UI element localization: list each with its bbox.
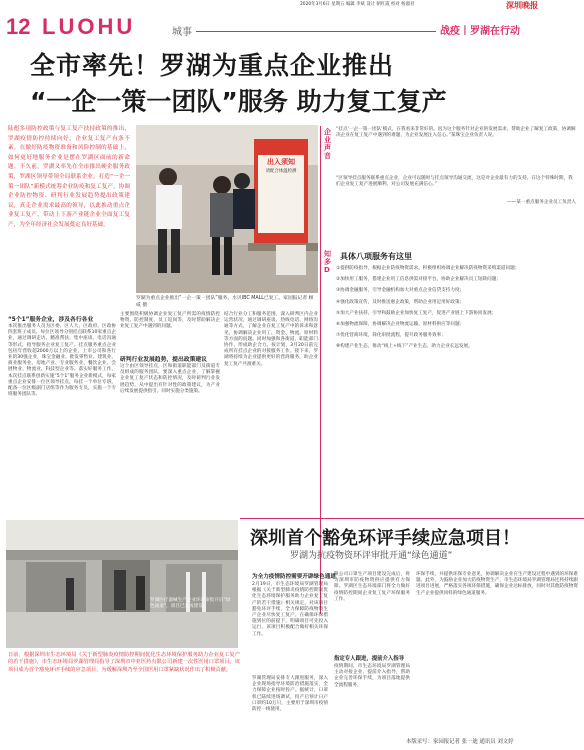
- section-cn: 城事: [172, 27, 192, 38]
- headline-line1: 全市率先！罗湖为重点企业推出: [30, 51, 395, 80]
- date-line: 2020年3月6日 星期五 编辑 李斌 设计 朝红霞 校对 杨淑君: [300, 2, 415, 7]
- measures-title: 具体八项服务有这里: [340, 252, 412, 261]
- story2-lead: 日前，根据深圳市生态环境局《关于新型肺炎疫情防控期间优化生态环境保护服务助力企业复工复产的若干措施》，市生态环境局罗湖管理局指导了深圳市中亚医药有限公司新建一次性医用口罩项目，该项目成为首个豁免环评手续的应急项目，为缓解深圳乃至全国医用口罩紧缺状况作出了积极贡献。: [8, 652, 240, 673]
- lead-paragraph: 陆彪多项防控政策与复工复产扶持政策的推出，罗湖疫情防控持续向好，企业复工复产有条不紊。在做好防疫物资准备和风险控制的基础上，如何更好地服务企业是摆在罗湖区面前的新命题。不久前，罗湖又率先在全市推出硬企服务政策，罗湖区领导带领全局联系企业，打造“一企一策一团队”新模式统筹企业防疫和复工复产，协调企业防控物资、研判行业发展趋势提出政策建议，真走企业需求最高的领导，以此推动重点企业复工复产，带动上下游产业链企业全面复工复产，为全年经济社会发展奠定良好基础。: [8, 126, 130, 228]
- banner-rule-top: [240, 518, 584, 519]
- measure-item-3: ③协调金融服务，引导金融机构加大对重点企业信贷支持力度；: [336, 288, 465, 294]
- section1-title: “5个1”服务企业，涉及各行各业: [8, 317, 94, 323]
- measures-list: [336, 266, 576, 351]
- section2-title: 研判行业发展趋势，提出政策建议: [120, 357, 207, 363]
- photo2-caption: 罗湖医疗器械生产企业环评审批开启“绿色通道”，项目已完成建设。: [150, 598, 231, 610]
- story2-col3a: 限公司口罩生产项目建设完成后，将为深圳市防疫物资供应提供有力保障。罗湖区生态环境部门将全力做好疫情防控期间企业复工复产环保服务工作。: [334, 572, 410, 602]
- banner-subtitle: 罗湖为抗疫物资环评审批开通“绿色通道”: [290, 551, 453, 561]
- header-rule: [196, 31, 436, 32]
- measure-item-6: ⑥加强物流保障，协调解决企业物流运输、原材料供应等问题；: [336, 322, 465, 328]
- quote-1: “挂点‘一企一策一团队’模式，在我看来非常好的。因为这个服务针对企业的发展需求，帮助企业了解复工政策，协调解决企业在复工复产中遇到的难题，为企业发展注入信心。”某珠宝企业负责人说。: [336, 127, 576, 139]
- measure-item-4: ④强化政策宣传，及时推送惠企政策，帮助企业用足用好政策；: [336, 299, 465, 305]
- brand-logo: 深圳晚报: [506, 1, 538, 10]
- photo1-caption: 罗湖为重点企业推出“一企一策一团队”服务。水贝IBC MALL已复工。家园报记者 顾威 摄: [136, 296, 314, 308]
- story2-h1: 为全力疫情防控需要开辟绿色通道: [252, 574, 336, 580]
- section-en: LUOHU: [42, 14, 136, 39]
- measure-item-1: ①提供防疫指导，根据企业防疫物资需求，积极组织协调企业解决防疫物资采购渠道问题；: [336, 266, 520, 271]
- photo-checkpoint: [136, 125, 318, 293]
- section1-text: 本次推出服务人员为区委、区人大、区政府、区政协四套班子成员，每位区领导分别挂点联系10家重点企业，通过调研走访、精准帮扶、集中座谈、电话沟通等形式，指导服务企业复工复产。挂点服务重点企业包括年营收超2000万以上的企业，上市公司和各行业的30强企业，珠宝金融业、批发零售业、建筑业、商业服务业、房地产业、专业服务业、餐饮企业、会展物业、物流业、科技型企业等。落实好服务工作，本次挂点联系创新实施“5个1”服务企业新模式，每家重点企业安排一位区领导挂点，每挂一个单位专班，配备一位区级副门店组等作为服务专员，实施一个专班服务团队等。: [8, 324, 116, 398]
- section3-text: 结合行业分工和服务范围，深入研判区内企业运营状况，通过调研座谈、热线电话、网络沟通等方式，了解企业在复工复产中的诉求和意见，协调解决企业用工、资金、物流、原材料等方面的问题。同时加强和各街道、职能部门协作，形成助企合力。按计划，3月20日前完成所有挂点企业的对接服务工作。接下来，罗湖将持续为企业提供更好的营商服务，助企业复工复产共渡难关。: [224, 312, 318, 367]
- story2-col4: 环保手续，并提供环保专业意见，协调解决企业在生产建设过程中遇到的环保难题。此外，为鼓励企业加大防疫物资生产，市生态环境局罗湖管理局还将持续跟进项目进展，严格落实各项环保措施，确保企业达标排放，同时对其他防疫物资生产企业提供同样的绿色通道服务。: [416, 572, 578, 596]
- banner-title: 深圳首个豁免环评手续应急项目！: [250, 528, 520, 549]
- quote-sign: ——某一重点服务企业员工负责人: [507, 200, 576, 205]
- measure-item-5: ⑤加大产业扶持，引导和鼓励企业加快复工复产，促进产业链上下游协同发展；: [336, 310, 497, 316]
- footer-credit: 本版采写：家园报记者 张一迪 通讯员 刘文婷: [406, 739, 514, 745]
- story2-h2: 指定专人跟进，提前介入指导: [334, 656, 405, 662]
- page-header-bar: [0, 14, 584, 40]
- poster-title: 出入须知: [267, 158, 295, 166]
- measure-item-7: ⑦优化营商环境，简化审批流程，提升政务服务效率；: [336, 333, 446, 339]
- story2-col1: 2月19日，市生态环境局罗湖管理局根据《关于新型肺炎疫情防控期间优化生态环境保护服务助力企业复工复产的若干措施》相关规定，对该项目豁免环评手续，全力保障防疫物资生产企业尽快复工复产。在确保环保措施到位的前提下，明确项目可先投入运行，该项目积极配合做好相关环保工作。: [252, 582, 328, 637]
- story2-col3b: 疫情期间，市生态环境局罗湖管理局主动对接企业，提前介入指导，帮助企业完善环保手续，为项目落地提供全流程服务。: [334, 664, 410, 688]
- quote-label: 企业声音: [324, 128, 331, 160]
- measure-item-2: ②加快用工服务，搭建企业用工信息供需对接平台，协助企业解决员工短缺问题；: [336, 277, 501, 283]
- story2-col2: 罗湖管理局安排专人跟进服务，深入企业现场指导环境防治措施落实，全力保障企业按时投产。据统计，口罩机已陆续进场调试，投产后预计日产口罩约10万只，主要用于深圳市疫情防控一线使用。: [252, 676, 328, 713]
- right-tag: 战疫丨罗湖在行动: [440, 26, 520, 37]
- page-number: 12: [6, 14, 31, 39]
- section2-text1: 主要围绕积极协调企业复工复产所需的疫情防控物资、防控制度、员工返岗等，及时帮助解决企业复工复产中遇到的问题。: [120, 312, 220, 330]
- section2-text2: 这个由区领导挂点，区和街道职能部门及街道专员组成的服务团队，要深入重点企业，了解掌握企业复工复产状态和防控情况，及时研判行业发展趋势，从中提出有针对性的政策建议，为产业后续发展提供指引。同时实施分类施策。: [120, 364, 220, 394]
- quote-2: “区领导挂点服务联系重点企业，企业可以随时与挂点领导沟通交流，这是对企业最有力的支持。在这个特殊时期，我们企业复工复产进展顺利，对公司发展充满信心。”: [336, 176, 573, 188]
- poster-subtitle: 请配合体温检测: [265, 169, 297, 174]
- measure-item-8: ⑧构建产业生态，推动“线上+线下”产业生态，助力企业长远发展。: [336, 344, 473, 350]
- measures-label: 知多D: [324, 250, 331, 274]
- headline-line2: “一企一策一团队”服务 助力复工复产: [30, 87, 447, 116]
- photo-factory: [6, 520, 238, 648]
